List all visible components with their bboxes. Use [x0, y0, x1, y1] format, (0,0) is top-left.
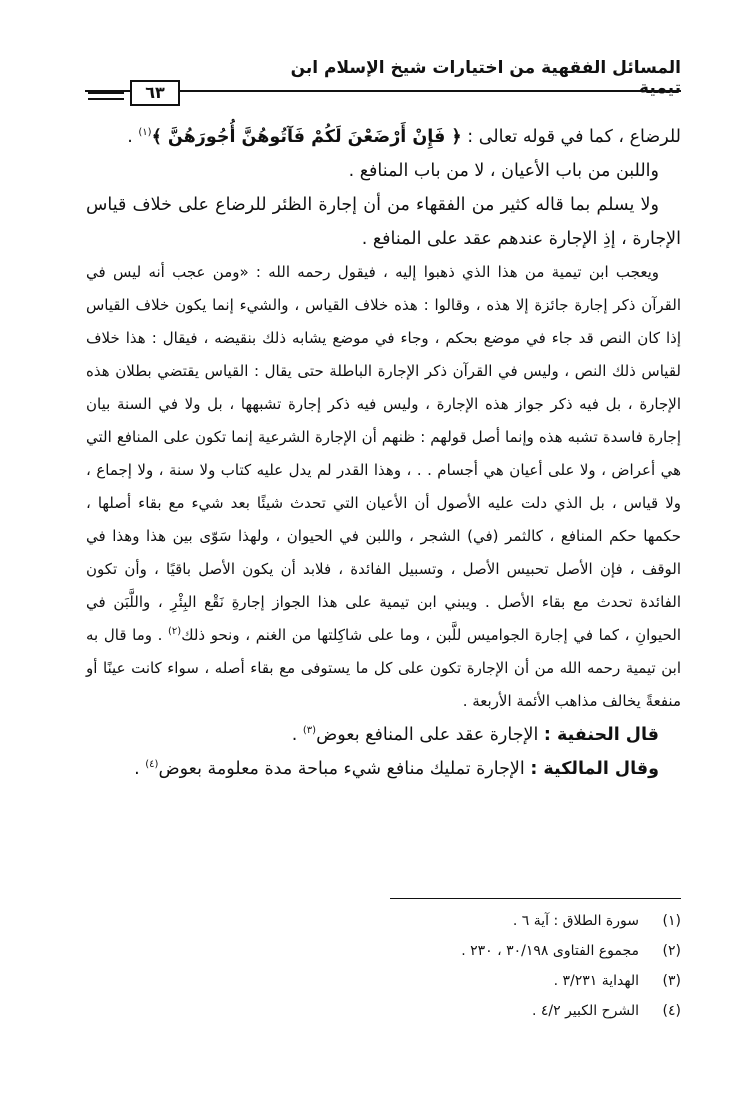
school-label: وقال المالكية :	[530, 759, 659, 779]
footnote-text: سورة الطلاق : آية ٦ .	[512, 913, 639, 929]
text-span: الإجارة تمليك منافع شيء مباحة مدة معلومة بعوض	[158, 759, 531, 779]
paragraph-4	[86, 256, 681, 718]
paragraph-6	[86, 752, 681, 786]
main-text	[86, 120, 681, 786]
footnote-number: (٢)	[662, 943, 681, 959]
text-span: الإجارة عقد على المنافع بعوض	[316, 725, 544, 745]
header-dash	[88, 92, 124, 94]
text-span: .	[127, 127, 139, 147]
paragraph-5	[86, 718, 681, 752]
header-dash	[88, 98, 124, 100]
footnotes	[321, 906, 681, 1026]
school-label: قال الحنفية :	[543, 725, 659, 745]
footnote	[321, 966, 681, 996]
footnote-number: (١)	[662, 913, 681, 929]
footnote-ref: (٤)	[145, 759, 159, 771]
footnote-text: الشرح الكبير ٤/٢ .	[531, 1003, 639, 1019]
footnote	[321, 936, 681, 966]
text-span: ويعجب ابن تيمية من هذا الذي ذهبوا إليه ، فيقول رحمه الله : «ومن عجب أنه ليس في القرآن ذكر إجارة جائزة إلا هذه ، وقالوا : هذه خلاف القياس ، والشيء إنما يكون خلاف القياس إذا كان النص قد جاء في موضع بحكم ، وجاء في موضع يشابه ذلك بنقيضه ، فيقال : هذا خلاف لقياس ذلك النص ، وليس في القرآن ذكر الإجارة الباطلة حتى يقال : القياس يقتضي بطلان هذه الإجارة ، بل فيه ذكر جواز هذه الإجارة ، وليس فيه ذكر إجارة تشبهها ، بل ولا في السنة بيان إجارة فاسدة تشبه هذه وإنما أصل قولهم : ظنهم أن الإجارة الشرعية إنما تكون على المنافع التي هي أعراض ، ولا على أعيان هي أجسام . . ، وهذا القدر لم يدل عليه كتاب ولا سنة ، ولا إجماع ، ولا قياس ، بل الذي دلت عليه الأصول أن الأعيان التي تحدث شيئًا بعد شيء مع بقاء أصلها ، حكمها حكم المنافع ، كالثمر (في) الشجر ، واللبن في الحيوان ، ولهذا سَوّى بين هذا وهذا في الوقف ، فإن الأصل تحبيس الأصل ، وتسبيل الفائدة ، فلابد أن يكون الأصل باقيًا ، وأن تكون الفائدة تحدث مع بقاء الأصل . ويبني ابن تيمية على هذا الجواز إجارةِ نَقْع البِئْرِ ، واللَّبَن في الحيوانِ ، كما في إجارة الجواميس للَّبن ، وما على شاكِلتها من الغنم ، ونحو ذلك	[86, 263, 682, 644]
footnote-text: الهداية ٣/٢٣١ .	[553, 973, 639, 989]
quran-verse: ﴿ فَإِنْ أَرْضَعْنَ لَكُمْ فَآتُوهُنَّ أُجُورَهُنَّ ﴾	[151, 127, 462, 147]
footnote	[321, 996, 681, 1026]
footnote-ref: (٣)	[302, 725, 317, 737]
footnote-ref: (٢)	[168, 626, 182, 637]
running-header-title: المسائل الفقهية من اختيارات شيخ الإسلام ابن تيمية	[290, 58, 681, 98]
footnote-rule	[390, 898, 681, 899]
footnote	[321, 906, 681, 936]
text-span: للرضاع ، كما في قوله تعالى :	[461, 127, 681, 147]
page-number: ٦٣	[130, 80, 180, 106]
text-span: .	[134, 759, 146, 779]
paragraph-3: ولا يسلم بما قاله كثير من الفقهاء من أن إجارة الظئر للرضاع على خلاف قياس الإجارة ، إذِ الإجارة عندهم عقد على المنافع .	[86, 195, 681, 249]
paragraph-2: واللبن من باب الأعيان ، لا من باب المنافع .	[348, 161, 659, 181]
footnote-number: (٣)	[662, 973, 681, 989]
footnote-number: (٤)	[662, 1003, 681, 1019]
paragraph-1	[86, 120, 681, 154]
text-span: . وما قال به ابن تيمية رحمه الله من أن الإجارة تكون على كل ما يستوفى مع بقاء أصله ، سواء كانت عينًا أو منفعةً يخالف مذاهب الأئمة الأربعة .	[86, 626, 681, 710]
footnote-ref: (١)	[138, 127, 152, 139]
footnote-text: مجموع الفتاوى ٣٠/١٩٨ ، ٢٣٠ .	[461, 943, 639, 959]
text-span: .	[291, 725, 303, 745]
